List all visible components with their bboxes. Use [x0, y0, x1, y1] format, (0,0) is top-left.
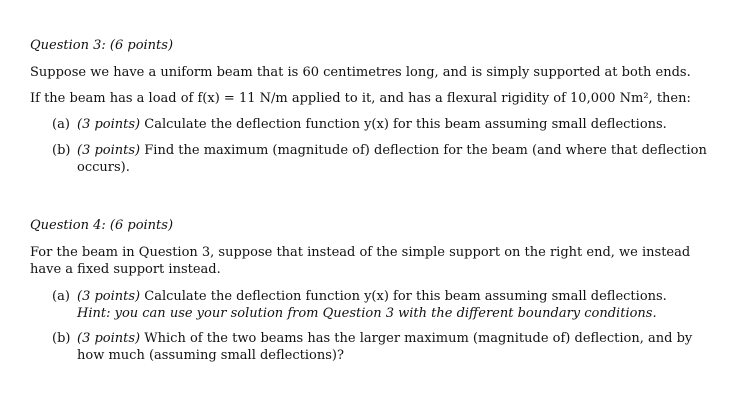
part-a-hint: Hint: you can use your solution from Question 3 with the different boundary conditions. [77, 306, 657, 321]
question-4-paragraph: For the beam in Question 3, suppose that instead of the simple support on the right end, we instead have a fixed support instead. [30, 245, 691, 277]
part-b-label: (b) [52, 331, 71, 346]
question-3-line-1: Suppose we have a uniform beam that is 60 centimetres long, and is simply supported at both ends. [30, 65, 691, 80]
question-3-line-2: If the beam has a load of f(x) = 11 N/m applied to it, and has a flexural rigidity of 10,000 Nm², then: [30, 91, 691, 106]
part-a-points: (3 points) [77, 117, 141, 132]
question-4-title: Question 4: (6 points) [30, 218, 174, 233]
question-3-part-a [52, 116, 712, 133]
part-a-label: (a) [52, 289, 70, 304]
part-a-label: (a) [52, 117, 70, 132]
question-4-part-b [52, 330, 712, 364]
part-b-points: (3 points) [77, 331, 141, 346]
part-a-points: (3 points) [77, 289, 141, 304]
part-b-text: Which of the two beams has the larger maximum (magnitude of) deflection, and by how much (assuming small deflections)? [77, 331, 693, 363]
part-b-label: (b) [52, 143, 71, 158]
part-b-text: Find the maximum (magnitude of) deflection for the beam (and where that deflection occurs). [77, 143, 707, 175]
question-3-title: Question 3: (6 points) [30, 38, 174, 53]
question-3-part-b [52, 142, 712, 176]
part-b-points: (3 points) [77, 143, 141, 158]
question-4-part-a [52, 288, 712, 322]
part-a-text: Calculate the deflection function y(x) for this beam assuming small deflections. [144, 289, 667, 304]
part-a-text: Calculate the deflection function y(x) for this beam assuming small deflections. [144, 117, 667, 132]
